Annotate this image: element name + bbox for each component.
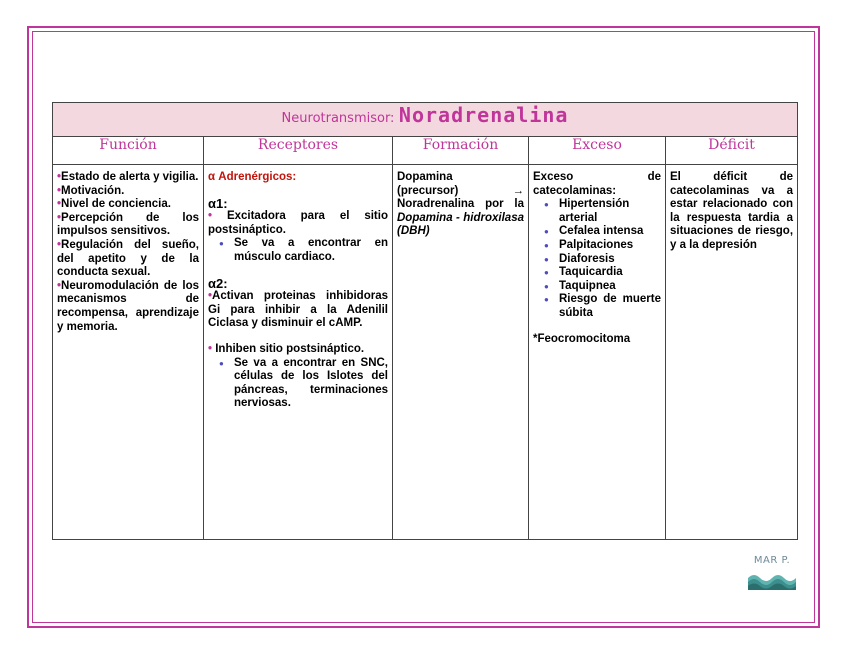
- header-funcion: Función: [53, 137, 204, 165]
- funcion-item: •Neuromodulación de los mecanismos de recompensa, aprendizaje y memoria.: [57, 279, 199, 333]
- exceso-item: ● Taquipnea: [559, 280, 661, 294]
- wave-icon: [748, 570, 796, 590]
- alpha2-text2: • Inhiben sitio postsináptico.: [208, 342, 365, 355]
- author-logo: [748, 555, 796, 597]
- header-deficit: Déficit: [666, 137, 798, 165]
- funcion-item: •Regulación del sueño, del apetito y de la conducta sexual.: [57, 238, 199, 279]
- exceso-item: ● Hipertensión arterial: [559, 198, 661, 225]
- header-formacion: Formación: [393, 137, 529, 165]
- exceso-item: ● Cefalea intensa: [559, 225, 661, 239]
- exceso-intro: Exceso de catecolaminas:: [533, 171, 661, 197]
- exceso-item: ● Taquicardia: [559, 266, 661, 280]
- title-prefix: Neurotransmisor:: [281, 111, 395, 126]
- title-name: Noradrenalina: [398, 103, 569, 127]
- alpha2-text: •Activan proteinas inhibidoras Gi para inhibir a la Adenilil Ciclasa y disminuir el cAMP.: [208, 290, 388, 330]
- alpha1-text: • Excitadora para el sitio postsináptico.: [208, 210, 388, 236]
- alpha2-title: α2:: [208, 275, 228, 291]
- funcion-item: •Nivel de conciencia.: [57, 198, 171, 211]
- exceso-item: ● Riesgo de muerte súbita: [559, 293, 661, 320]
- alpha1-location: ● Se va a encontrar en músculo cardiaco.: [234, 237, 388, 264]
- formacion-precursor: Dopamina: [397, 171, 453, 183]
- funcion-item: •Estado de alerta y vigilia.: [57, 171, 199, 183]
- cell-exceso: [529, 165, 666, 540]
- exceso-note: *Feocromocitoma: [533, 332, 631, 345]
- formacion-text: (precursor) → Noradrenalina por la: [397, 184, 524, 211]
- exceso-item: ● Palpitaciones: [559, 239, 661, 253]
- logo-text: MAR P.: [753, 555, 791, 566]
- cell-funcion: [53, 165, 204, 540]
- alpha1-title: α1:: [208, 195, 228, 211]
- cell-formacion: [393, 165, 529, 540]
- receptor-type: α Adrenérgicos:: [208, 171, 297, 183]
- neurotransmitter-table: [52, 102, 798, 540]
- funcion-item: •Motivación.: [57, 184, 125, 197]
- table-title: [53, 103, 798, 137]
- alpha2-location: ● Se va a encontrar en SNC, células de los Islotes del páncreas, terminaciones nerviosas.: [234, 357, 388, 411]
- cell-deficit: [666, 165, 798, 540]
- formacion-enzyme: Dopamina - hidroxilasa (DBH): [397, 211, 524, 238]
- exceso-item: ● Diaforesis: [559, 253, 661, 267]
- header-receptores: Receptores: [204, 137, 393, 165]
- deficit-text: El déficit de catecolaminas va a estar relacionado con la respuesta tardia a situaciones de riesgo, y a la depresión: [670, 171, 794, 251]
- header-exceso: Exceso: [529, 137, 666, 165]
- funcion-item: •Percepción de los impulsos sensitivos.: [57, 211, 199, 238]
- cell-receptores: [204, 165, 393, 540]
